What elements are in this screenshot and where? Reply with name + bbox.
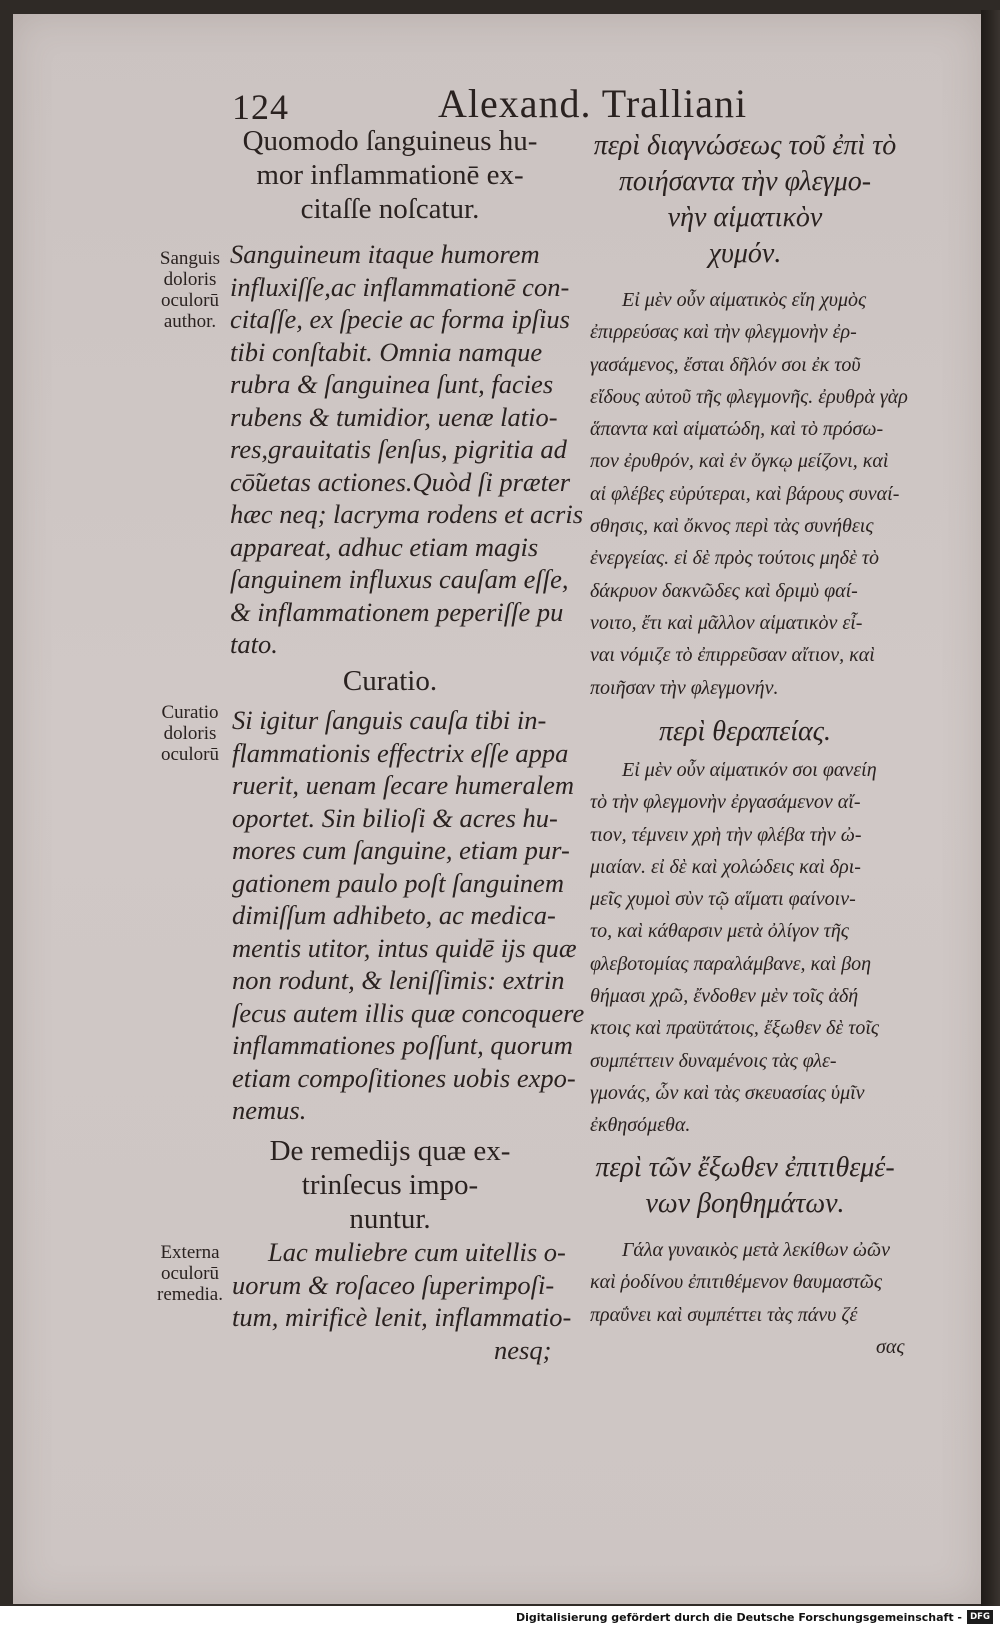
page-edge [981,10,1000,1606]
greek-paragraph-therapy [590,754,879,1142]
text-line: εἴδους αὐτοῦ τῆς φλεγμονῆς. ἐρυθρὰ γὰρ [590,385,908,408]
text-line: citaſſe, ex ſpecie ac forma ipſius [230,304,570,334]
heading-line: mor inflammationē ex- [256,159,524,191]
greek-heading-diagnosis [580,128,910,272]
text-line: Εἰ μὲν οὖν αἱματικὸς εἴη χυμὸς [622,289,867,311]
text-line: cō̃uetas actiones.Quòd ſi præter [230,466,571,497]
heading-line: nuntur. [349,1203,431,1235]
latin-paragraph-remedia [232,1236,571,1366]
greek-paragraph-remedies [590,1234,904,1363]
latin-heading-curatio [225,664,555,698]
text-line: το, καὶ κάθαρσιν μετὰ ὀλίγον τῆς [590,920,849,943]
text-line: Si igitur ſanguis cauſa tibi in- [232,705,547,735]
running-title: Alexand. Tralliani [438,81,748,126]
text-line: oportet. Sin bilioſi & acres hu- [232,802,558,833]
text-line: mentis utitor, intus quidē ijs quæ [232,932,577,963]
text-line: μεῖς χυμοὶ σὺν τῷ αἵματι φαίνοιν- [590,888,856,911]
text-line: hæc neq; lacryma rodens et acris [230,499,584,529]
text-line: καὶ ῥοδίνου ἐπιτιθέμενον θαυμαστῶς [590,1271,883,1294]
text-line: dimiſſum adhibeto, ac medica- [232,900,556,930]
text-line: μιαίαν. εἰ δὲ καὶ χολώδεις καὶ δρι- [590,855,861,878]
text-line: appareat, adhuc etiam magis [230,531,539,562]
latin-paragraph-diagnosis [230,238,583,661]
text-line: & inflammationem peperiſſe pu [230,596,564,627]
text-line: tato. [230,629,278,659]
text-line: γμονάς, ὧν καὶ τὰς σκευασίας ὑμῖν [590,1081,865,1104]
text-line: ἐκθησόμεθα. [590,1114,691,1137]
note-line: remedia. [157,1284,223,1305]
note-line: doloris [163,723,217,744]
greek-heading-therapy [580,714,910,750]
text-line: Εἰ μὲν οὖν αἱματικόν σοι φανείη [622,759,877,781]
text-line: σας [876,1335,905,1358]
text-line: inflammationes poſſunt, quorum [232,1030,573,1060]
text-line: συμπέττειν δυναμένοις τὰς φλε- [590,1049,837,1072]
text-line: rubra & ſanguinea ſunt, facies [230,369,554,399]
heading-line: χυμόν. [708,238,782,269]
text-line: rubens & tumidior, uenæ latio- [230,401,558,432]
heading-line: De remedijs quæ ex- [269,1135,511,1167]
text-line: influxiſſe,ac inflammationē con- [230,271,570,302]
text-line: non rodunt, & leniſſimis: extrin [232,965,565,995]
text-line: uorum & roſaceo ſuperimpoſi- [232,1269,555,1300]
note-line: oculorū [160,744,220,765]
greek-heading-remedies [580,1150,910,1222]
latin-paragraph-curatio [232,704,584,1127]
heading-line: Curatio. [342,665,438,697]
heading-line: νὴν αἱματικὸν [667,202,823,233]
greek-paragraph-diagnosis [590,284,908,704]
digitization-credit: Digitalisierung gefördert durch die Deutsche Forschungsgemeinschaft - [515,1611,962,1624]
heading-line: Quomodo ſanguineus hu- [242,125,538,157]
margin-note-sanguis [150,248,230,332]
text-line: flammationis effectrix eſſe appa [232,737,569,768]
text-line: κτοις καὶ πραϋτάτοις, ἔξωθεν δὲ τοῖς [590,1017,880,1040]
text-line: tum, mirificè lenit, inflammatio- [232,1302,572,1332]
text-line: ναι νόμιζε τὸ ἐπιρρεῦσαν αἴτιον, καὶ [590,644,875,667]
latin-heading-remedia [225,1134,555,1236]
text-line: nesq; [494,1334,552,1365]
text-line: δάκρυον δακνῶδες καὶ δριμὺ φαί- [590,579,858,602]
note-line: doloris [163,269,217,290]
heading-line: citaſſe noſcatur. [300,193,480,225]
text-line: θήμασι χρῶ, ἔνδοθεν μὲν τοῖς ἀδή [590,985,859,1008]
text-line: φλεβοτομίας παραλάμβανε, καὶ βοη [590,952,872,975]
text-line: gationem paulo poſt ſanguinem [232,867,564,898]
margin-note-externa [150,1242,230,1305]
text-line: Lac muliebre cum uitellis o- [268,1237,566,1267]
note-line: Externa [160,1242,220,1263]
text-line: res,grauitatis ſenſus, pigritia ad [230,434,567,464]
heading-line: trinſecus impo- [301,1169,479,1201]
note-line: Curatio [161,702,219,723]
note-line: oculorū [160,290,220,311]
text-line: nemus. [232,1095,307,1125]
text-line: ruerit, uenam ſecare humeralem [232,770,574,800]
note-line: author. [163,311,217,332]
text-line: ſecus autem illis quæ concoquere [232,997,585,1028]
text-line: πραΰνει καὶ συμπέττει τὰς πάνυ ζέ [590,1303,858,1326]
heading-line: περὶ θεραπείας. [658,716,832,747]
text-line: τὸ τὴν φλεγμονὴν ἐργασάμενον αἴ- [590,791,861,814]
dfg-logo: DFG [967,1610,993,1624]
text-line: νοιτο, ἔτι καὶ μᾶλλον αἱματικὸν εἶ- [590,611,863,634]
text-line: ſanguinem influxus cauſam eſſe, [230,564,569,594]
text-line: πον ἐρυθρόν, καὶ ἐν ὄγκῳ μείζονι, καὶ [590,450,889,473]
text-line: γασάμενος, ἔσται δῆλόν σοι ἐκ τοῦ [590,353,861,376]
note-line: Sanguis [159,248,221,269]
text-line: ἅπαντα καὶ αἱματώδη, καὶ τὸ πρόσω- [590,418,884,441]
latin-heading-diagnosis [225,124,555,226]
text-line: αἱ φλέβες εὐρύτεραι, καὶ βάρους συναί- [590,482,900,505]
text-line: tibi conſtabit. Omnia namque [230,336,543,367]
text-line: ἐνεργείας. εἰ δὲ πρὸς τούτοις μηδὲ τὸ [590,547,879,570]
heading-line: περὶ τῶν ἔξωθεν ἐπιτιθεμέ- [595,1152,895,1183]
margin-note-curatio [150,702,230,765]
text-line: ποιῆσαν τὴν φλεγμονήν. [590,676,779,699]
text-line: σθησις, καὶ ὄκνος περὶ τὰς συνήθεις [590,515,874,538]
heading-line: νων βοηθημάτων. [645,1188,845,1219]
note-line: oculorū [160,1263,220,1284]
text-line: Γάλα γυναικὸς μετὰ λεκίθων ὠῶν [622,1239,890,1261]
text-line: mores cum ſanguine, etiam pur- [232,835,570,865]
page-number: 124 [232,87,289,127]
text-line: etiam compoſitiones uobis expo- [232,1062,576,1093]
text-line: Sanguineum itaque humorem [230,239,540,269]
heading-line: ποιήσαντα τὴν φλεγμο- [618,166,872,197]
text-line: τιον, τέμνειν χρὴ τὴν φλέβα τὴν ὠ- [590,823,862,846]
text-line: ἐπιρρεύσας καὶ τὴν φλεγμονὴν ἐρ- [590,321,857,344]
heading-line: περὶ διαγνώσεως τοῦ ἐπὶ τὸ [593,130,897,161]
